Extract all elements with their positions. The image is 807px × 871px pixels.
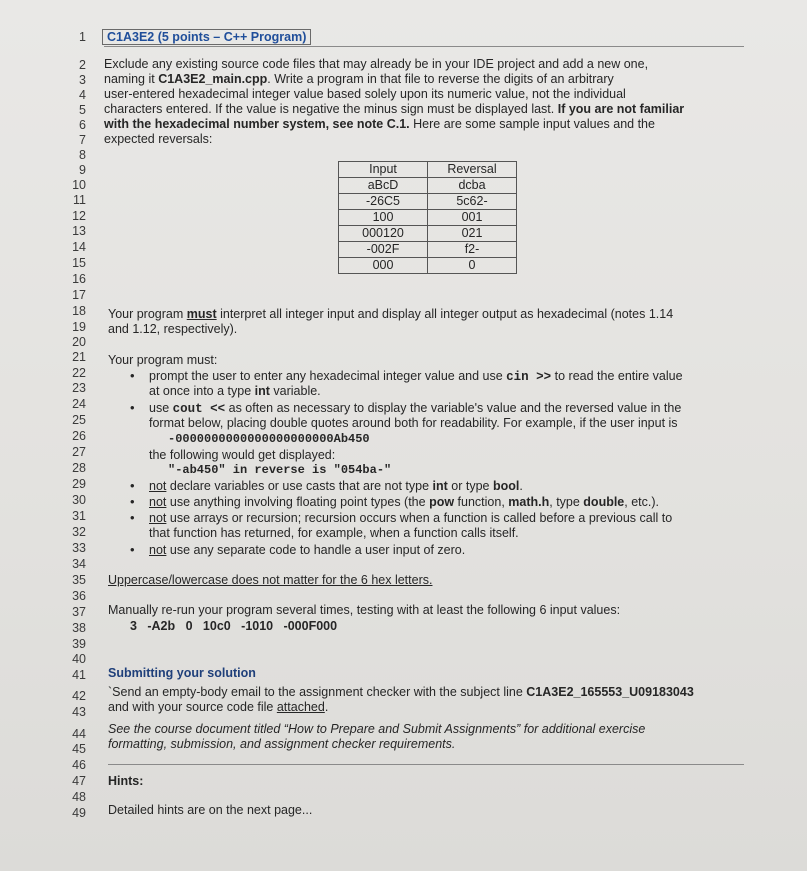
table-cell: 5c62-: [428, 194, 517, 210]
line-number: 13: [72, 224, 86, 238]
line-number: 30: [72, 493, 86, 507]
line-number: 17: [72, 288, 86, 302]
bullet-icon: •: [130, 368, 135, 383]
table-cell: -26C5: [339, 194, 428, 210]
submit-line-2: and with your source code file attached.: [108, 700, 329, 714]
table-header-reversal: Reversal: [428, 162, 517, 178]
line-number: 35: [72, 573, 86, 587]
line-number: 27: [72, 445, 86, 459]
table-cell: -002F: [339, 242, 428, 258]
line-number: 31: [72, 509, 86, 523]
line-number: 16: [72, 272, 86, 286]
line-number: 12: [72, 209, 86, 223]
line-number: 7: [79, 133, 86, 147]
line-number: 24: [72, 397, 86, 411]
hints-heading: Hints:: [108, 774, 144, 788]
bullet-icon: •: [130, 494, 135, 509]
line-number: 5: [79, 103, 86, 117]
submit-line-1: `Send an empty-body email to the assignment checker with the subject line C1A3E2_165553_U09183043: [108, 685, 694, 699]
intro-line-4: characters entered. If the value is negative the minus sign must be displayed last. If you are not familiar: [104, 102, 685, 116]
line-number: 11: [73, 193, 86, 207]
table-cell: dcba: [428, 178, 517, 194]
hex-requirement-line-1: Your program must interpret all integer input and display all integer output as hexadecimal (notes 1.14: [108, 307, 674, 321]
sample-reversal-table: [338, 161, 517, 274]
test-input-values: 3 -A2b 0 10c0 -1010 -000F000: [130, 619, 338, 633]
example-output-code: "-ab450" in reverse is "054ba-": [168, 463, 392, 477]
line-number: 4: [79, 88, 86, 102]
intro-line-1: Exclude any existing source code files that may already be in your IDE project and add a new one,: [104, 57, 649, 71]
table-cell: 100: [339, 210, 428, 226]
line-number: 10: [72, 178, 86, 192]
line-number: 9: [79, 163, 86, 177]
table-row: [339, 258, 517, 274]
line-number: 14: [72, 240, 86, 254]
line-number: 25: [72, 413, 86, 427]
table-cell: 021: [428, 226, 517, 242]
req-1-line-1: prompt the user to enter any hexadecimal integer value and use cin >> to read the entire value: [149, 369, 683, 384]
line-number: 42: [72, 689, 86, 703]
line-number: 39: [72, 637, 86, 651]
line-number: 40: [72, 652, 86, 666]
table-cell: f2-: [428, 242, 517, 258]
table-row: [339, 226, 517, 242]
submit-line-3: See the course document titled “How to Prepare and Submit Assignments” for additional exercise: [108, 722, 646, 736]
line-number: 22: [72, 366, 86, 380]
table-cell: 000: [339, 258, 428, 274]
hints-detail: Detailed hints are on the next page...: [108, 803, 313, 817]
line-number: 21: [72, 350, 86, 364]
line-number: 20: [72, 335, 86, 349]
req-3: not declare variables or use casts that are not type int or type bool.: [149, 479, 523, 493]
table-cell: aBcD: [339, 178, 428, 194]
line-number: 29: [72, 477, 86, 491]
line-number: 38: [72, 621, 86, 635]
line-number: 1: [79, 30, 86, 44]
bullet-icon: •: [130, 400, 135, 415]
requirements-heading: Your program must:: [108, 353, 218, 367]
line-number: 48: [72, 790, 86, 804]
line-number: 46: [72, 758, 86, 772]
intro-line-6: expected reversals:: [104, 132, 213, 146]
req-1-line-2: at once into a type int variable.: [149, 384, 321, 398]
case-note: Uppercase/lowercase does not matter for the 6 hex letters.: [108, 573, 433, 587]
req-2-line-1: use cout << as often as necessary to display the variable's value and the reversed value in the: [149, 401, 682, 416]
table-row: [339, 194, 517, 210]
table-header-input: Input: [339, 162, 428, 178]
req-5-line-2: that function has returned, for example, when a function calls itself.: [149, 526, 519, 540]
table-cell: 000120: [339, 226, 428, 242]
intro-line-5: with the hexadecimal number system, see note C.1. Here are some sample input values and the: [104, 117, 655, 131]
line-number: 15: [72, 256, 86, 270]
submit-line-4: formatting, submission, and assignment checker requirements.: [108, 737, 456, 751]
req-4: not use anything involving floating point types (the pow function, math.h, type double, etc.).: [149, 495, 659, 509]
hints-divider: [108, 764, 744, 765]
bullet-icon: •: [130, 478, 135, 493]
line-number: 32: [72, 525, 86, 539]
line-number: 28: [72, 461, 86, 475]
table-row: [339, 210, 517, 226]
line-number: 43: [72, 705, 86, 719]
title-divider: [104, 46, 744, 47]
table-row: [339, 178, 517, 194]
line-number: 19: [72, 320, 86, 334]
hex-requirement-line-2: and 1.12, respectively).: [108, 322, 238, 336]
table-header-row: [339, 162, 517, 178]
intro-line-2: naming it C1A3E2_main.cpp. Write a program in that file to reverse the digits of an arbitrary: [104, 72, 614, 86]
intro-line-3: user-entered hexadecimal integer value based solely upon its numeric value, not the individual: [104, 87, 626, 101]
table-cell: 0: [428, 258, 517, 274]
line-number: 36: [72, 589, 86, 603]
example-input-code: -0000000000000000000000Ab450: [168, 432, 370, 446]
req-2-line-4: the following would get displayed:: [149, 448, 336, 462]
line-number: 41: [72, 668, 86, 682]
line-number: 8: [79, 148, 86, 162]
line-number: 37: [72, 605, 86, 619]
line-number: 23: [72, 381, 86, 395]
line-number: 18: [72, 304, 86, 318]
line-number: 26: [72, 429, 86, 443]
line-number: 6: [79, 118, 86, 132]
req-6: not use any separate code to handle a user input of zero.: [149, 543, 466, 557]
line-number: 49: [72, 806, 86, 820]
table-cell: 001: [428, 210, 517, 226]
line-number: 45: [72, 742, 86, 756]
req-2-line-2: format below, placing double quotes around both for readability. For example, if the user input is: [149, 416, 678, 430]
line-number: 34: [72, 557, 86, 571]
line-number: 33: [72, 541, 86, 555]
line-number: 44: [72, 727, 86, 741]
line-number: 47: [72, 774, 86, 788]
submit-heading: Submitting your solution: [108, 666, 256, 680]
bullet-icon: •: [130, 510, 135, 525]
req-5-line-1: not use arrays or recursion; recursion occurs when a function is called before a previous call to: [149, 511, 673, 525]
line-number: 3: [79, 73, 86, 87]
exercise-title: C1A3E2 (5 points – C++ Program): [102, 29, 311, 45]
table-row: [339, 242, 517, 258]
bullet-icon: •: [130, 542, 135, 557]
rerun-instructions: Manually re-run your program several times, testing with at least the following 6 input values:: [108, 603, 621, 617]
line-number: 2: [79, 58, 86, 72]
